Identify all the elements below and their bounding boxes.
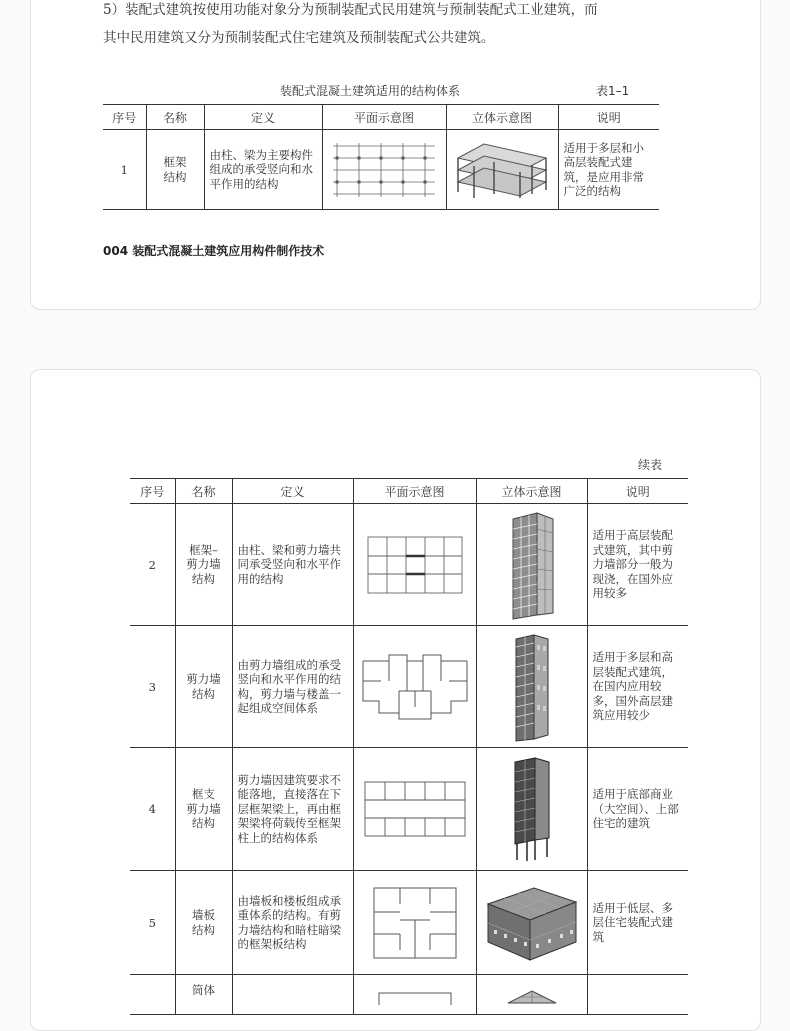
table-row [103,130,659,210]
table-row [130,871,688,975]
header-definition: 定义 [204,105,322,130]
row-definition [232,975,353,1015]
row-note: 适用于多层和小高层装配式建筑，是应用非常广泛的结构 [558,130,659,210]
header-plan: 平面示意图 [322,105,446,130]
frame-plan-image [322,130,446,210]
row-no [130,975,175,1015]
framesupported-plan-image [353,748,476,871]
row-name: 框架 结构 [146,130,204,210]
page-footer: 004 装配式混凝土建筑应用构件制作技术 [103,244,325,258]
header-note: 说明 [558,105,659,130]
shearwall-3d-image [476,626,587,748]
row-no: 3 [130,626,175,748]
table-header-row [130,479,688,504]
row-definition: 剪力墙因建筑要求不能落地，直接落在下层框架梁上，再由框架梁将荷载传至框架柱上的结构体系 [232,748,353,871]
header-no: 序号 [103,105,146,130]
row-definition: 由墙板和楼板组成承重体系的结构。有剪力墙结构和暗柱暗梁的框架板结构 [232,871,353,975]
row-name: 框架– 剪力墙 结构 [175,504,232,626]
row-note [587,975,688,1015]
row-note: 适用于高层装配式建筑，其中剪力墙部分一般为现浇，在国外应用较多 [587,504,688,626]
row-no: 4 [130,748,175,871]
row-note: 适用于底部商业（大空间）、上部住宅的建筑 [587,748,688,871]
wallpanel-plan-image [353,871,476,975]
structure-table-continued [130,478,688,1015]
structure-table-1 [103,104,659,210]
paragraph-line-2: 其中民用建筑又分为预制装配式住宅建筑及预制装配式公共建筑。 [103,30,495,46]
frame-shearwall-3d-image [476,504,587,626]
shearwall-plan-image [353,626,476,748]
row-note: 适用于多层和高层装配式建筑，在国内应用较多，国外高层建筑应用较少 [587,626,688,748]
row-definition: 由柱、梁为主要构件组成的承受竖向和水平作用的结构 [204,130,322,210]
table-title: 装配式混凝土建筑适用的结构体系 [280,84,461,98]
table-row [130,748,688,871]
table-row [130,975,688,1015]
framesupported-3d-image [476,748,587,871]
frame-shearwall-plan-image [353,504,476,626]
header-definition: 定义 [232,479,353,504]
header-name: 名称 [175,479,232,504]
table-row [130,504,688,626]
row-definition: 由柱、梁和剪力墙共同承受竖向和水平作用的结构 [232,504,353,626]
header-model: 立体示意图 [476,479,587,504]
header-no: 序号 [130,479,175,504]
header-note: 说明 [587,479,688,504]
row-name: 筒体 [175,975,232,1015]
wallpanel-3d-image [476,871,587,975]
tube-plan-image [353,975,476,1015]
row-definition: 由剪力墙组成的承受竖向和水平作用的结构，剪力墙与楼盖一起组成空间体系 [232,626,353,748]
row-name: 框支 剪力墙 结构 [175,748,232,871]
paragraph-line-1: 5）装配式建筑按使用功能对象分为预制装配式民用建筑与预制装配式工业建筑，而 [103,2,598,18]
table-row [130,626,688,748]
row-name: 剪力墙 结构 [175,626,232,748]
row-no: 5 [130,871,175,975]
row-no: 1 [103,130,146,210]
table-header-row [103,105,659,130]
continued-label: 续表 [638,458,663,472]
row-name: 墙板 结构 [175,871,232,975]
frame-3d-image [446,130,558,210]
header-plan: 平面示意图 [353,479,476,504]
header-name: 名称 [146,105,204,130]
header-model: 立体示意图 [446,105,558,130]
tube-3d-image [476,975,587,1015]
row-note: 适用于低层、多层住宅装配式建筑 [587,871,688,975]
row-no: 2 [130,504,175,626]
table-number: 表1–1 [596,84,630,98]
